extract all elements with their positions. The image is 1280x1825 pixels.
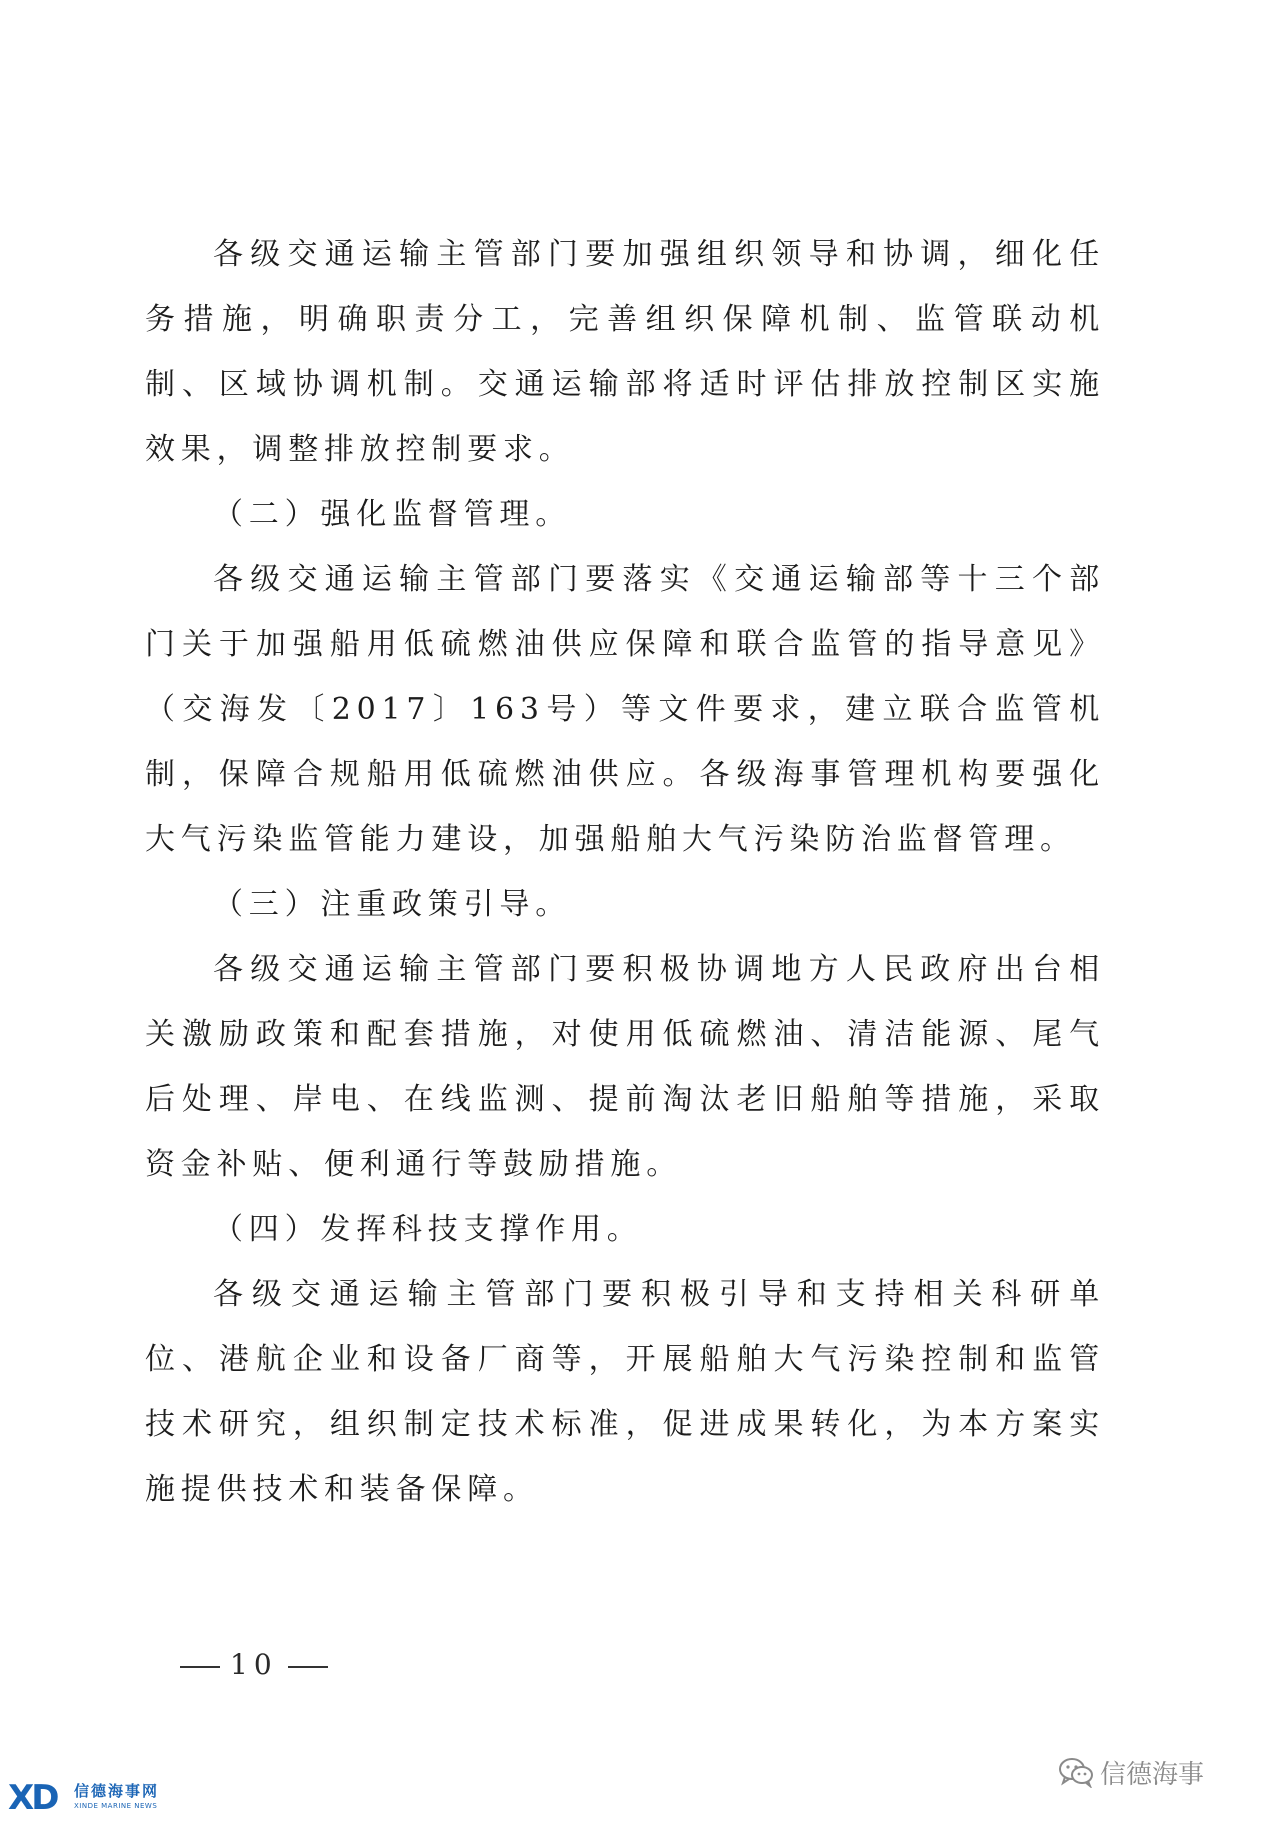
wechat-watermark (1058, 1752, 1204, 1792)
document-body (145, 222, 1105, 1522)
watermark-text: 信德海事 (1100, 1759, 1205, 1790)
paragraph: 各级交通运输主管部门要积极引导和支持相关科研单位、港航企业和设备厂商等，开展船舶大气污染控制和监管技术研究，组织制定技术标准，促进成果转化，为本方案实施提供技术和装备保障。 (145, 1277, 1105, 1507)
paragraph: 各级交通运输主管部门要积极协调地方人民政府出台相关激励政策和配套措施，对使用低硫燃油、清洁能源、尾气后处理、岸电、在线监测、提前淘汰老旧船舶等措施，采取资金补贴、便利通行等鼓励措施。 (145, 952, 1105, 1182)
section-heading: （二）强化监督管理。 (213, 497, 571, 532)
page-number (170, 1648, 338, 1681)
site-logo (8, 1778, 178, 1818)
logo-english-name: XINDE MARINE NEWS (74, 1802, 158, 1810)
logo-chinese-name: 信德海事网 (74, 1782, 160, 1800)
wechat-icon (1058, 1756, 1094, 1788)
dash-right (288, 1666, 328, 1668)
page-number-value: 10 (230, 1648, 278, 1681)
dash-left (180, 1666, 220, 1668)
section-heading: （三）注重政策引导。 (213, 887, 571, 922)
paragraph: 各级交通运输主管部门要加强组织领导和协调，细化任务措施，明确职责分工，完善组织保障机制、监管联动机制、区域协调机制。交通运输部将适时评估排放控制区实施效果，调整排放控制要求。 (145, 237, 1105, 467)
section-heading: （四）发挥科技支撑作用。 (213, 1212, 643, 1247)
paragraph: 各级交通运输主管部门要落实《交通运输部等十三个部门关于加强船用低硫燃油供应保障和联合监管的指导意见》（交海发〔2017〕163号）等文件要求，建立联合监管机制，保障合规船用低硫燃油供应。各级海事管理机构要强化大气污染监管能力建设，加强船舶大气污染防治监督管理。 (145, 562, 1105, 857)
logo-mark: XD (8, 1778, 57, 1818)
